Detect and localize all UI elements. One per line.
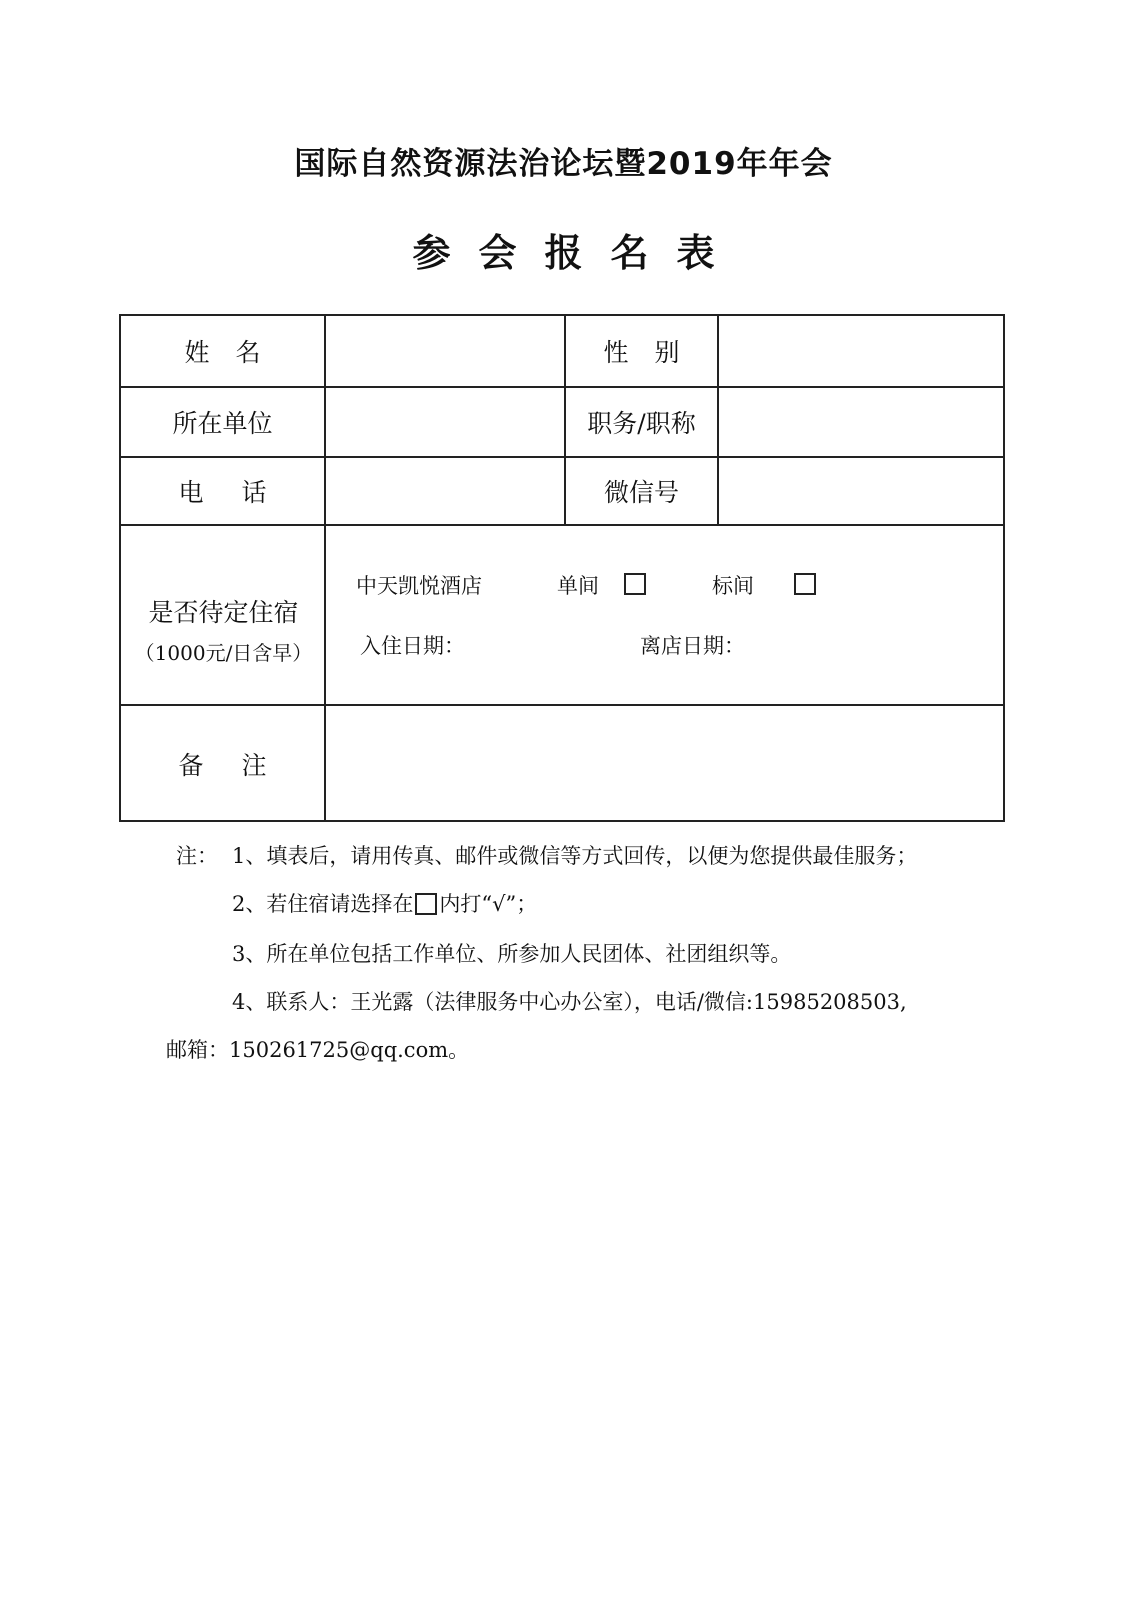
name-label: 姓名 — [184, 338, 287, 367]
lodging-price: （1000元/日含早） — [134, 640, 313, 665]
lodging-label: 是否待定住宿 — [148, 597, 299, 627]
single-room-checkbox[interactable] — [624, 573, 646, 595]
form-title: 参会报名表 — [412, 231, 743, 275]
phone-label: 电话 — [178, 478, 305, 507]
note-2-before: 2、若住宿请选择在 — [232, 892, 414, 916]
lodging-label-cell — [121, 538, 326, 720]
registration-form-table — [119, 314, 1005, 822]
note-2-after: 内打“√”； — [439, 892, 538, 916]
standard-room-label: 标间 — [712, 574, 754, 598]
note-email: 邮箱：150261725@qq.com。 — [166, 1038, 470, 1062]
checkbox-icon — [415, 893, 437, 915]
page-title: 国际自然资源法治论坛暨2019年年会 — [294, 146, 833, 182]
wechat-label: 微信号 — [603, 478, 679, 507]
remarks-field[interactable] — [326, 706, 1005, 822]
position-label: 职务/职称 — [587, 409, 696, 438]
gender-label: 性别 — [603, 338, 706, 367]
gender-field[interactable] — [719, 316, 1005, 386]
checkout-date-label: 离店日期： — [640, 634, 745, 658]
hotel-name: 中天凯悦酒店 — [356, 574, 482, 598]
note-1: 1、填表后，请用传真、邮件或微信等方式回传，以便为您提供最佳服务； — [232, 844, 918, 868]
note-4: 4、联系人：王光露（法律服务中心办公室），电话/微信:15985208503, — [232, 990, 907, 1014]
position-field[interactable] — [719, 388, 1005, 456]
note-2 — [232, 888, 537, 918]
standard-room-checkbox[interactable] — [794, 573, 816, 595]
unit-label: 所在单位 — [172, 409, 273, 438]
name-field[interactable] — [326, 316, 564, 386]
lodging-options — [328, 538, 1005, 720]
checkin-date-label: 入住日期： — [360, 634, 465, 658]
row-divider — [121, 524, 1003, 526]
remarks-label: 备注 — [178, 751, 305, 780]
unit-field[interactable] — [326, 388, 564, 456]
single-room-label: 单间 — [557, 574, 599, 598]
notes-prefix: 注： — [176, 844, 218, 868]
wechat-field[interactable] — [719, 458, 1005, 524]
note-3: 3、所在单位包括工作单位、所参加人民团体、社团组织等。 — [232, 942, 792, 966]
phone-field[interactable] — [326, 458, 564, 524]
